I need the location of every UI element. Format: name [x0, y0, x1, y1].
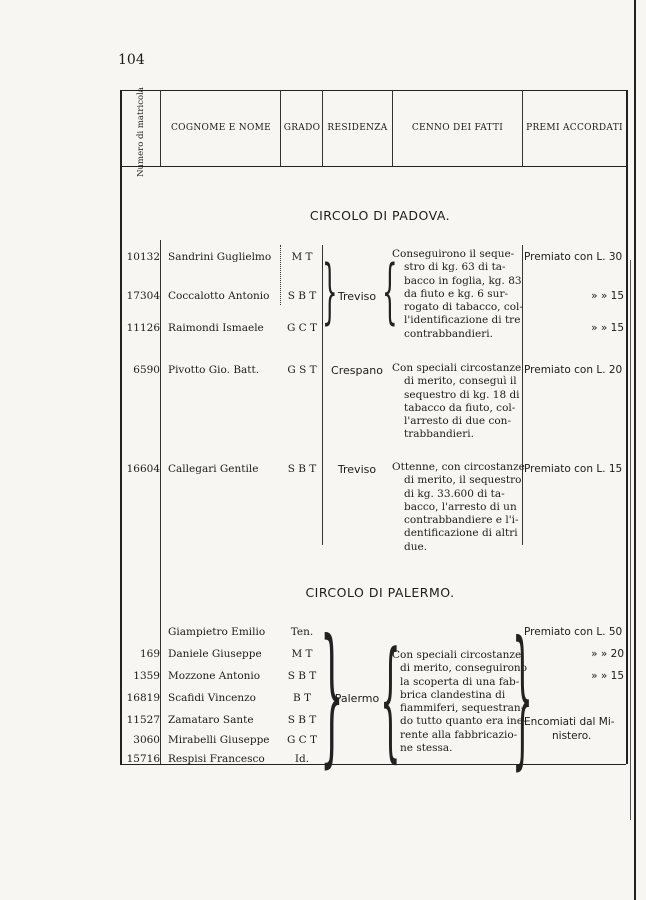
- premio: » » 15: [591, 290, 624, 302]
- grado: M T: [291, 251, 313, 263]
- body-divider-cenno: [522, 245, 523, 545]
- cenno-line: sequestro di kg. 18 di: [404, 388, 520, 401]
- nome: Callegari Gentile: [168, 463, 259, 475]
- grado: B T: [292, 692, 312, 704]
- brace-left: {: [382, 250, 398, 332]
- cenno-line: di merito, il sequestro: [404, 474, 522, 487]
- table-right-border: [626, 90, 628, 764]
- cenno-fatti: [392, 649, 528, 755]
- column-divider-matricola: [160, 90, 161, 166]
- matricola: 16819: [126, 692, 160, 704]
- cenno-line: brica clandestina di: [400, 688, 506, 701]
- grado: Ten.: [290, 626, 314, 638]
- brace-left: {: [380, 623, 401, 775]
- header-nome: COGNOME E NOME: [170, 123, 272, 133]
- cenno-line: Con speciali circostanze: [392, 649, 522, 661]
- cenno-line: l'arresto di due con-: [404, 415, 511, 428]
- encomio: [524, 715, 628, 743]
- cenno-line: di kg. 33.600 di ta-: [404, 487, 505, 500]
- cenno-fatti: [392, 461, 525, 554]
- body-divider-matricola: [160, 240, 161, 764]
- cenno-line: contrabbandiere e l'i-: [404, 514, 519, 527]
- body-divider-nome: [280, 245, 281, 305]
- header-premi: PREMI ACCORDATI: [526, 123, 623, 133]
- residenza: Treviso: [337, 290, 377, 303]
- header-bottom-rule: [120, 166, 626, 167]
- grado: G C T: [286, 734, 318, 746]
- cenno-line: due.: [404, 540, 428, 553]
- header-matricola: Numero di matricola: [136, 87, 146, 177]
- table-top-rule: [120, 90, 626, 91]
- cenno-line: l'identificazione di tre: [404, 314, 521, 327]
- table-left-border: [120, 90, 122, 764]
- matricola: 3060: [133, 734, 160, 746]
- cenno-line: fiammiferi, sequestran-: [400, 702, 525, 715]
- nome: Mirabelli Giuseppe: [168, 734, 270, 746]
- encomio-line: nistero.: [552, 730, 592, 742]
- cenno-line: rente alla fabbricazio-: [400, 728, 518, 741]
- premio: » » 15: [591, 322, 624, 334]
- cenno-line: Ottenne, con circostanze: [392, 461, 525, 473]
- page-number: 104: [118, 52, 145, 68]
- matricola: 169: [139, 648, 160, 660]
- matricola: 11126: [126, 322, 160, 334]
- cenno-line: di merito, conseguirono: [400, 662, 528, 675]
- matricola: 10132: [126, 251, 160, 263]
- cenno-line: Con speciali circostanze: [392, 362, 522, 374]
- nome: Sandrini Guglielmo: [168, 251, 272, 263]
- cenno-line: do tutto quanto era ine-: [400, 715, 527, 728]
- nome: Scafidi Vincenzo: [168, 692, 256, 704]
- cenno-line: la scoperta di una fab-: [400, 675, 520, 688]
- residenza: Crespano: [331, 364, 383, 377]
- nome: Raimondi Ismaele: [168, 322, 264, 334]
- header-cenno: CENNO DEI FATTI: [411, 123, 504, 133]
- premio: » » 15: [591, 670, 624, 682]
- cenno-line: tabacco da fiuto, col-: [404, 401, 516, 414]
- nome: Daniele Giuseppe: [168, 648, 262, 660]
- grado: G S T: [287, 364, 317, 376]
- right-margin-line-inner: [630, 260, 631, 820]
- grado: M T: [291, 648, 313, 660]
- matricola: 6590: [133, 364, 160, 376]
- matricola: 15716: [126, 753, 160, 765]
- cenno-line: dentificazione di altri: [404, 527, 518, 540]
- residenza: Treviso: [337, 463, 377, 476]
- nome: Zamataro Sante: [168, 714, 254, 726]
- cenno-line: di merito, conseguì il: [404, 375, 517, 388]
- nome: Respisi Francesco: [168, 753, 265, 765]
- grado: S B T: [287, 463, 317, 475]
- cenno-line: stro di kg. 63 di ta-: [404, 261, 506, 274]
- cenno-line: bacco, l'arresto di un: [404, 500, 517, 513]
- nome: Coccalotto Antonio: [168, 290, 270, 302]
- nome: Giampietro Emilio: [168, 626, 266, 638]
- cenno-line: ne stessa.: [400, 742, 453, 755]
- premio: Premiato con L. 30: [524, 251, 623, 263]
- premio: » » 20: [591, 648, 624, 660]
- premio: Premiato con L. 20: [524, 364, 623, 376]
- right-margin-line: [634, 0, 636, 900]
- cenno-line: Conseguirono il seque-: [392, 248, 515, 260]
- premio: Premiato con L. 50: [524, 626, 623, 638]
- grado: S B T: [287, 290, 317, 302]
- brace-right: }: [512, 610, 533, 784]
- header-residenza: RESIDENZA: [327, 123, 388, 133]
- grado: G C T: [286, 322, 318, 334]
- brace-right: }: [320, 608, 344, 782]
- residenza: Palermo: [334, 692, 380, 705]
- brace-right: }: [322, 250, 338, 332]
- cenno-line: contrabbandieri.: [404, 327, 493, 340]
- header-grado: GRADO: [283, 123, 321, 133]
- cenno-line: da fiuto e kg. 6 sur-: [404, 287, 509, 300]
- cenno-fatti: [392, 248, 522, 341]
- cenno-fatti: [392, 362, 522, 442]
- nome: Pivotto Gio. Batt.: [168, 364, 260, 376]
- encomio-line: Encomiati dal Mi-: [524, 716, 615, 728]
- cenno-line: bacco in foglia, kg. 83: [404, 274, 522, 287]
- matricola: 17304: [126, 290, 160, 302]
- matricola: 16604: [126, 463, 160, 475]
- nome: Mozzone Antonio: [168, 670, 261, 682]
- cenno-line: rogato di tabacco, col-: [404, 301, 523, 314]
- section-title: CIRCOLO DI PALERMO.: [305, 585, 455, 600]
- section-title: CIRCOLO DI PADOVA.: [309, 208, 451, 223]
- grado: S B T: [287, 670, 317, 682]
- premio: Premiato con L. 15: [524, 463, 623, 475]
- cenno-line: trabbandieri.: [404, 428, 474, 441]
- grado: Id.: [294, 753, 310, 765]
- grado: S B T: [287, 714, 317, 726]
- matricola: 1359: [133, 670, 160, 682]
- matricola: 11527: [126, 714, 160, 726]
